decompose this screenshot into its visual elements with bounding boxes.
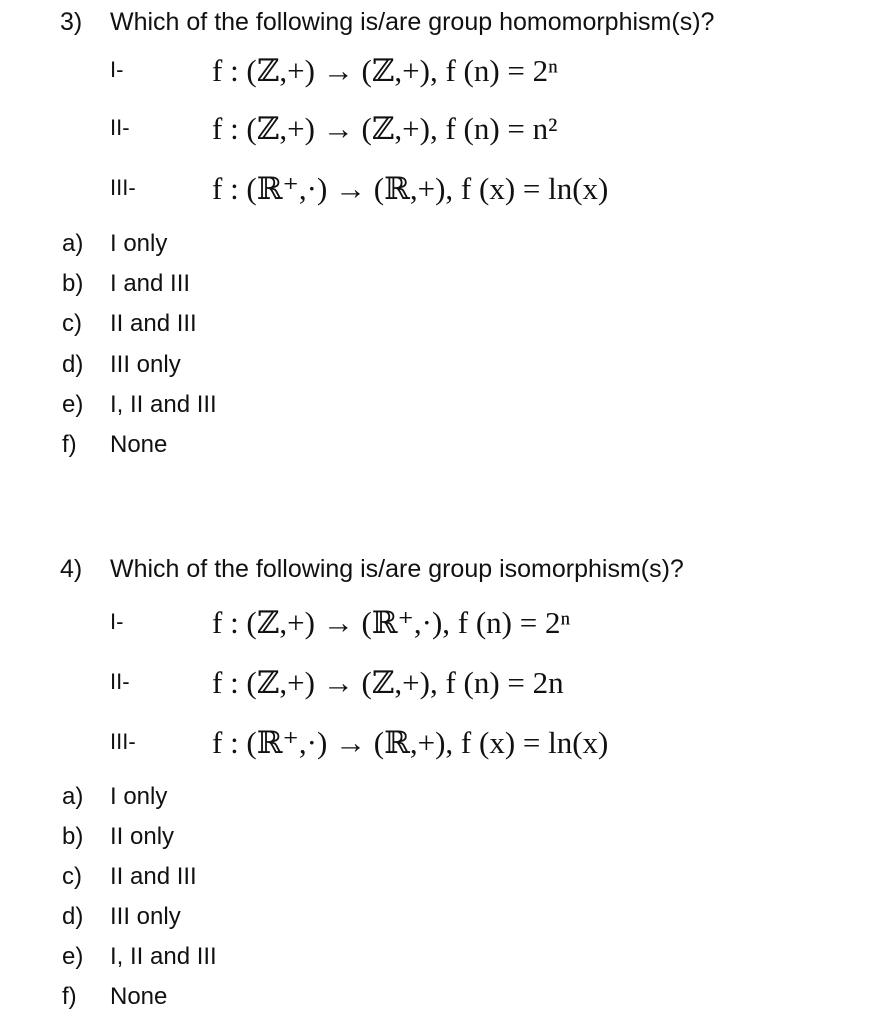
- option-text: I, II and III: [110, 943, 217, 970]
- question-text: Which of the following is/are group isomorphism(s)?: [110, 554, 684, 583]
- option-text: II and III: [110, 863, 197, 890]
- statement-formula: f : (ℝ⁺,·) → (ℝ,+), f (x) = ln(x): [212, 724, 609, 760]
- statement-label: II-: [110, 115, 130, 140]
- option-text: I, II and III: [110, 391, 217, 418]
- option-letter: a): [62, 230, 84, 257]
- option-text: II and III: [110, 310, 197, 337]
- option-letter: c): [62, 863, 82, 890]
- statement-formula: f : (ℝ⁺,·) → (ℝ,+), f (x) = ln(x): [212, 170, 609, 206]
- statement-formula: f : (ℤ,+) → (ℝ⁺,·), f (n) = 2ⁿ: [212, 604, 571, 640]
- option-letter: e): [62, 391, 84, 418]
- statement-formula: f : (ℤ,+) → (ℤ,+), f (n) = 2n: [212, 664, 564, 700]
- option-letter: a): [62, 783, 84, 810]
- statement-label: I-: [110, 609, 124, 634]
- question-text: Which of the following is/are group homomorphism(s)?: [110, 7, 715, 36]
- question-number: 3): [60, 7, 83, 36]
- option-text: None: [110, 983, 168, 1010]
- question-number: 4): [60, 554, 83, 583]
- statement-label: II-: [110, 669, 130, 694]
- option-letter: b): [62, 270, 84, 297]
- option-letter: f): [62, 983, 77, 1010]
- statement-label: I-: [110, 57, 124, 82]
- option-letter: d): [62, 351, 84, 378]
- option-text: I and III: [110, 270, 191, 297]
- option-text: None: [110, 431, 168, 458]
- statement-label: III-: [110, 729, 136, 754]
- option-letter: b): [62, 823, 84, 850]
- statement-formula: f : (ℤ,+) → (ℤ,+), f (n) = 2ⁿ: [212, 52, 558, 88]
- option-text: I only: [110, 230, 168, 257]
- option-text: III only: [110, 903, 181, 930]
- option-letter: c): [62, 310, 82, 337]
- statement-label: III-: [110, 175, 136, 200]
- option-text: II only: [110, 823, 175, 850]
- option-letter: d): [62, 903, 84, 930]
- option-text: III only: [110, 351, 181, 378]
- option-letter: f): [62, 431, 77, 458]
- option-letter: e): [62, 943, 84, 970]
- statement-formula: f : (ℤ,+) → (ℤ,+), f (n) = n²: [212, 110, 558, 146]
- option-text: I only: [110, 783, 168, 810]
